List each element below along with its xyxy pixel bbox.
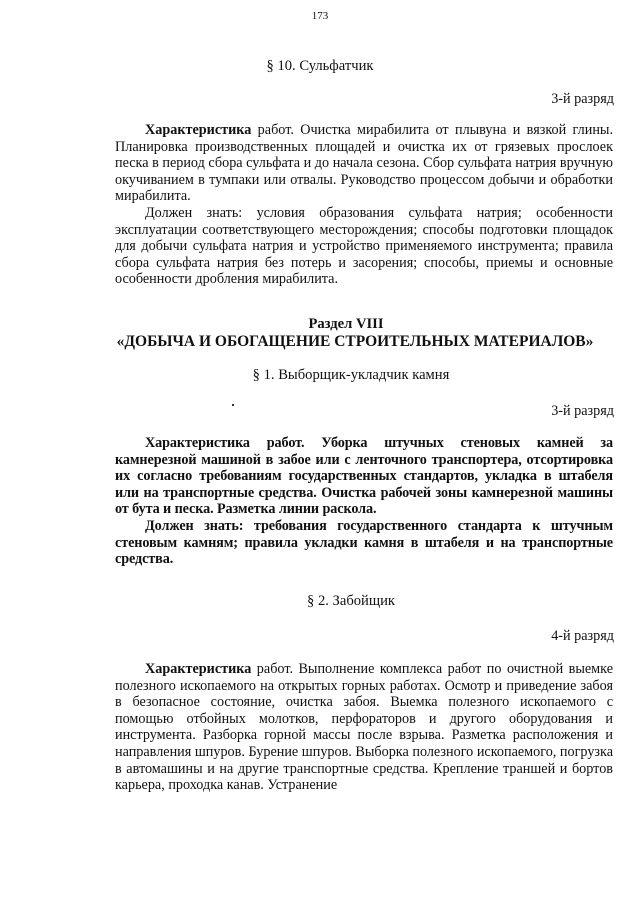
section-2-grade: 4-й разряд <box>551 628 614 644</box>
part-title: «ДОБЫЧА И ОБОГАЩЕНИЕ СТРОИТЕЛЬНЫХ МАТЕРИАЛОВ» <box>116 333 594 350</box>
label-characteristics: Характеристика <box>145 661 252 677</box>
section-2-heading: § 2. Забойщик <box>307 593 395 609</box>
section-1-must-know <box>115 518 613 568</box>
section-10-characteristics <box>115 122 613 205</box>
scan-speck <box>232 404 234 406</box>
section-2-characteristics <box>115 661 613 794</box>
section-1-characteristics <box>115 435 613 518</box>
section-2-characteristics-text: работ. Выполнение комплекса работ по очистной выемке полезного ископаемого на открытых горных работах. Осмотр и приведение забоя в безопасное состояние, очистка забоя. Выемка полезного ископаемого с помощью отбойных молотков, перфораторов и другого оборудования и инструмента. Разборка горной массы после взрыва. Разметка расположения и направления шпуров. Бурение шпуров. Выборка полезного ископаемого, погрузка в автомашины и на другие транспортные средства. Крепление траншей и бортов карьера, проходка канав. Устранение <box>115 661 613 794</box>
label-must-know: Должен знать: <box>145 517 244 534</box>
section-1-heading: § 1. Выборщик-укладчик камня <box>252 367 450 383</box>
section-10-body <box>115 122 613 288</box>
section-1-must-know-text: требования государственного стандарта к штучным стеновым камням; правила укладки камня в штабеля и на транспортные средства. <box>115 517 613 568</box>
part-heading: Раздел VIII <box>308 316 384 332</box>
section-10-must-know-text: условия образования сульфата натрия; особенности эксплуатации соответствующего месторождения; способы подготовки площадок для добычи сульфата натрия и устройство применяемого инструмента; правила сбора сульфата натрия без потерь и засорения; способы, приемы и основные особенности дробления мирабилита. <box>115 204 613 288</box>
label-characteristics: Характеристика <box>145 122 252 138</box>
page-number: 173 <box>311 10 329 22</box>
label-characteristics: Характеристика <box>145 435 250 451</box>
section-10-grade: 3-й разряд <box>551 91 614 107</box>
label-must-know: Должен знать: <box>145 204 243 221</box>
section-2-body <box>115 661 613 794</box>
section-10-heading: § 10. Сульфатчик <box>266 58 374 74</box>
section-10-must-know <box>115 205 613 288</box>
section-1-body <box>115 435 613 568</box>
section-1-characteristics-text: работ. Уборка штучных стеновых камней за камнерезной машиной в забое или с ленточного транспортера, отсортировка их согласно требованиям государственных стандартов, укладка в штабеля или на транспортные средства. Очистка рабочей зоны камнерезной машины от бута и песка. Разметка линии раскола. <box>115 435 613 518</box>
section-1-grade: 3-й разряд <box>551 403 614 419</box>
section-10-characteristics-text: работ. Очистка мирабилита от плывуна и вязкой глины. Планировка производственных площадей и очистка их от грязевых прослоек песка в период сбора сульфата и до начала сезона. Сбор сульфата натрия вручную окучиванием в тумпаки или отвалы. Руководство процессом добычи и обработки мирабилита. <box>115 122 613 205</box>
